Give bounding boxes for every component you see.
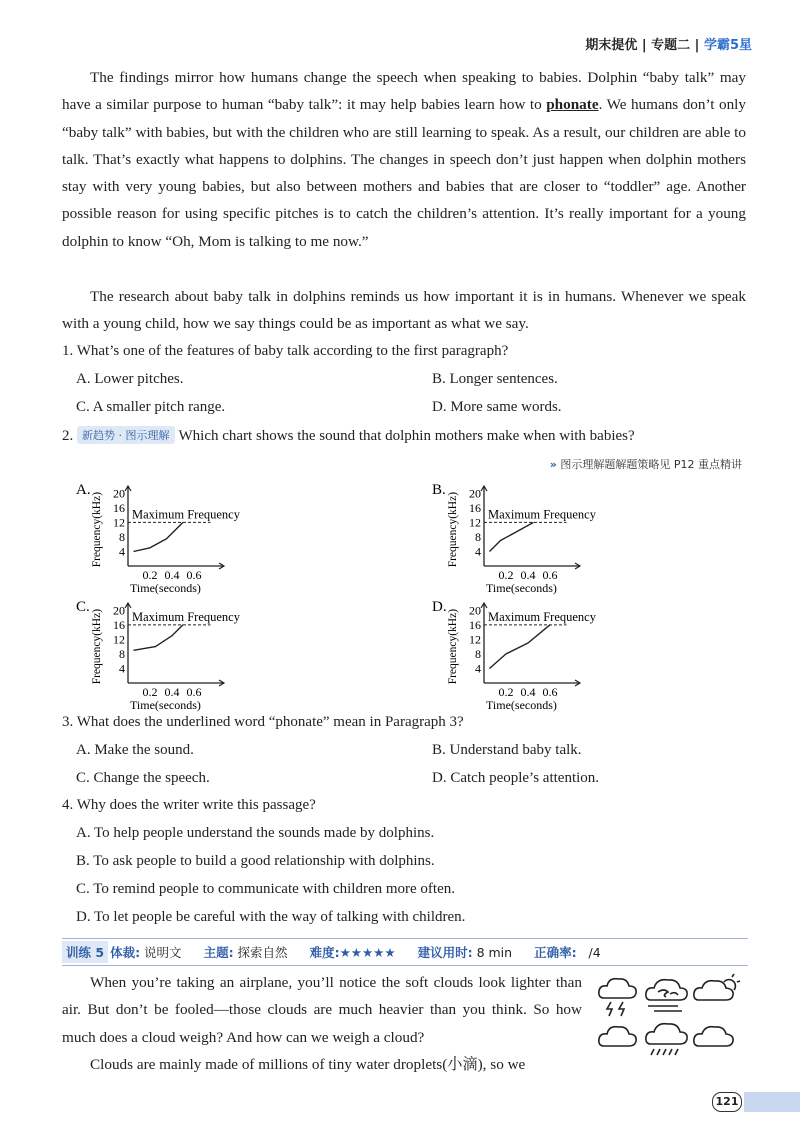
y-axis-label: Frequency(kHz) bbox=[447, 608, 459, 685]
chart-title: Maximum Frequency bbox=[488, 609, 596, 624]
x-axis-label: Time(seconds) bbox=[486, 581, 557, 595]
chart-option-b[interactable] bbox=[432, 480, 732, 600]
q1-option-a[interactable]: A. Lower pitches. bbox=[76, 371, 184, 387]
frequency-curve bbox=[490, 625, 551, 669]
question-stem: Which chart shows the sound that dolphin mothers make when with babies? bbox=[178, 428, 635, 444]
y-tick-label: 16 bbox=[113, 617, 125, 632]
chart-option-d[interactable] bbox=[432, 597, 732, 717]
y-tick-label: 20 bbox=[113, 486, 125, 501]
cloud-thunder-icon bbox=[599, 979, 636, 1016]
question-number: 2. bbox=[62, 428, 74, 444]
q3-option-c[interactable]: C. Change the speech. bbox=[76, 770, 210, 786]
time-value: 8 min bbox=[476, 945, 513, 960]
frequency-curve bbox=[490, 522, 534, 551]
y-tick-label: 4 bbox=[475, 661, 481, 676]
topic-value: 探索自然 bbox=[237, 945, 288, 960]
chart-svg bbox=[432, 480, 732, 600]
option-letter: C. bbox=[76, 599, 90, 615]
y-tick-label: 16 bbox=[469, 617, 481, 632]
accuracy-value: /4 bbox=[588, 945, 601, 960]
training-info-bar bbox=[62, 938, 748, 966]
page-number: 121 bbox=[712, 1092, 742, 1112]
y-tick-label: 12 bbox=[469, 515, 481, 530]
y-tick-label: 4 bbox=[119, 661, 125, 676]
y-axis-label: Frequency(kHz) bbox=[91, 491, 103, 568]
difficulty-label: 难度: bbox=[309, 945, 340, 960]
y-tick-label: 8 bbox=[475, 646, 481, 661]
frequency-curve bbox=[134, 522, 184, 551]
header-text: 期末提优 | 专题二 | bbox=[585, 38, 704, 53]
running-header bbox=[585, 34, 752, 53]
question-2 bbox=[62, 426, 635, 445]
question-4: 4. Why does the writer write this passage? bbox=[62, 797, 316, 813]
y-tick-label: 4 bbox=[119, 544, 125, 559]
y-tick-label: 16 bbox=[113, 500, 125, 515]
chart-svg bbox=[76, 480, 376, 600]
chart-title: Maximum Frequency bbox=[488, 507, 596, 522]
x-axis-label: Time(seconds) bbox=[486, 698, 557, 712]
paragraph-text: The research about baby talk in dolphins reminds us how important it is in humans. Whenever we speak with a young child, how we say things could be as important as what we say. bbox=[62, 288, 746, 333]
training-number: 训练 5 bbox=[62, 941, 108, 963]
difficulty-stars: ★★★★★ bbox=[339, 945, 396, 960]
question-3: 3. What does the underlined word “phonate” mean in Paragraph 3? bbox=[62, 714, 464, 730]
paragraph-text: The findings mirror how humans change the speech when speaking to babies. Dolphin “baby talk” may have a similar purpose to human “baby talk”: it may help babies learn how to bbox=[62, 69, 746, 114]
paragraph-text: When you’re taking an airplane, you’ll notice the soft clouds look lighter than air. But don’t be fooled—those clouds are much heavier than you think. So how much does a cloud weigh? And how can we weigh a cloud? bbox=[62, 974, 582, 1046]
y-tick-label: 8 bbox=[119, 529, 125, 544]
genre-label: 体裁: bbox=[110, 945, 141, 960]
x-tick-label: 0.2 bbox=[498, 568, 514, 582]
accuracy-label: 正确率: bbox=[534, 945, 577, 960]
chart-svg bbox=[432, 597, 732, 717]
x-tick-label: 0.4 bbox=[520, 568, 536, 582]
frequency-curve bbox=[134, 625, 184, 651]
chart-option-c[interactable] bbox=[76, 597, 376, 717]
x-tick-label: 0.4 bbox=[164, 568, 180, 582]
q4-option-d[interactable]: D. To let people be careful with the way of talking with children. bbox=[76, 909, 466, 925]
passage2-paragraph-1 bbox=[62, 969, 582, 1051]
q3-option-b[interactable]: B. Understand baby talk. bbox=[432, 742, 582, 758]
question-1: 1. What’s one of the features of baby talk according to the first paragraph? bbox=[62, 343, 509, 359]
q4-option-b[interactable]: B. To ask people to build a good relationship with dolphins. bbox=[76, 853, 435, 869]
paragraph-4 bbox=[62, 283, 746, 338]
paragraph-3 bbox=[62, 64, 746, 255]
underlined-word: phonate bbox=[546, 96, 599, 114]
x-axis-label: Time(seconds) bbox=[130, 581, 201, 595]
q1-option-d[interactable]: D. More same words. bbox=[432, 399, 562, 415]
x-tick-label: 0.2 bbox=[142, 685, 158, 699]
page-tab-decoration bbox=[744, 1092, 800, 1112]
double-arrow-icon: » bbox=[549, 458, 557, 471]
x-axis-label: Time(seconds) bbox=[130, 698, 201, 712]
x-tick-label: 0.6 bbox=[186, 685, 202, 699]
passage2-paragraph-2 bbox=[62, 1051, 582, 1078]
q3-option-a[interactable]: A. Make the sound. bbox=[76, 742, 194, 758]
y-tick-label: 8 bbox=[119, 646, 125, 661]
option-letter: B. bbox=[432, 482, 446, 498]
strategy-note-text: 图示理解题解题策略见 P12 重点精讲 bbox=[560, 458, 742, 471]
chart-option-a[interactable] bbox=[76, 480, 376, 600]
q1-option-c[interactable]: C. A smaller pitch range. bbox=[76, 399, 226, 415]
cloud-rain-icon bbox=[646, 1024, 687, 1055]
y-tick-label: 20 bbox=[469, 603, 481, 618]
x-tick-label: 0.2 bbox=[142, 568, 158, 582]
chart-svg bbox=[76, 597, 376, 717]
x-tick-label: 0.6 bbox=[542, 568, 558, 582]
q1-option-b[interactable]: B. Longer sentences. bbox=[432, 371, 558, 387]
chart-title: Maximum Frequency bbox=[132, 507, 240, 522]
y-tick-label: 12 bbox=[469, 632, 481, 647]
trend-tag: 新趋势 · 图示理解 bbox=[77, 426, 175, 444]
genre-value: 说明文 bbox=[144, 945, 182, 960]
cloud-sun-icon bbox=[694, 974, 740, 1000]
topic-label: 主题: bbox=[203, 945, 234, 960]
cloud-icon bbox=[694, 1027, 733, 1046]
paragraph-text: Clouds are mainly made of millions of tiny water droplets(小滴), so we bbox=[90, 1056, 526, 1073]
option-letter: D. bbox=[432, 599, 447, 615]
x-tick-label: 0.6 bbox=[542, 685, 558, 699]
y-tick-label: 20 bbox=[469, 486, 481, 501]
y-axis-label: Frequency(kHz) bbox=[91, 608, 103, 685]
time-label: 建议用时: bbox=[417, 945, 473, 960]
x-tick-label: 0.4 bbox=[520, 685, 536, 699]
q4-option-c[interactable]: C. To remind people to communicate with children more often. bbox=[76, 881, 455, 897]
y-tick-label: 8 bbox=[475, 529, 481, 544]
y-tick-label: 16 bbox=[469, 500, 481, 515]
paragraph-text: . We humans don’t only “baby talk” with babies, but with the children who are still learning to speak. As a result, our children are able to talk. That’s exactly what happens to dolphins. The changes in speech don’t just happen when dolphin mothers stay with very young babies, but also between mothers and babies that are closer to “toddler” age. Another possible reason for using specific pitches is to catch the children’s attention. It’s really important for a young dolphin to know “Oh, Mom is talking to me now.” bbox=[62, 96, 746, 250]
option-letter: A. bbox=[76, 482, 91, 498]
y-tick-label: 12 bbox=[113, 515, 125, 530]
q3-option-d[interactable]: D. Catch people’s attention. bbox=[432, 770, 600, 786]
x-tick-label: 0.2 bbox=[498, 685, 514, 699]
q4-option-a[interactable]: A. To help people understand the sounds made by dolphins. bbox=[76, 825, 435, 841]
x-tick-label: 0.4 bbox=[164, 685, 180, 699]
weather-icons bbox=[596, 970, 746, 1060]
cloud-icon bbox=[599, 1027, 636, 1046]
y-tick-label: 12 bbox=[113, 632, 125, 647]
brand-logo: 学霸5星 bbox=[703, 38, 752, 53]
x-tick-label: 0.6 bbox=[186, 568, 202, 582]
chart-title: Maximum Frequency bbox=[132, 609, 240, 624]
y-tick-label: 4 bbox=[475, 544, 481, 559]
cloud-wind-icon bbox=[646, 980, 687, 1011]
strategy-note bbox=[550, 456, 742, 472]
y-tick-label: 20 bbox=[113, 603, 125, 618]
y-axis-label: Frequency(kHz) bbox=[447, 491, 459, 568]
